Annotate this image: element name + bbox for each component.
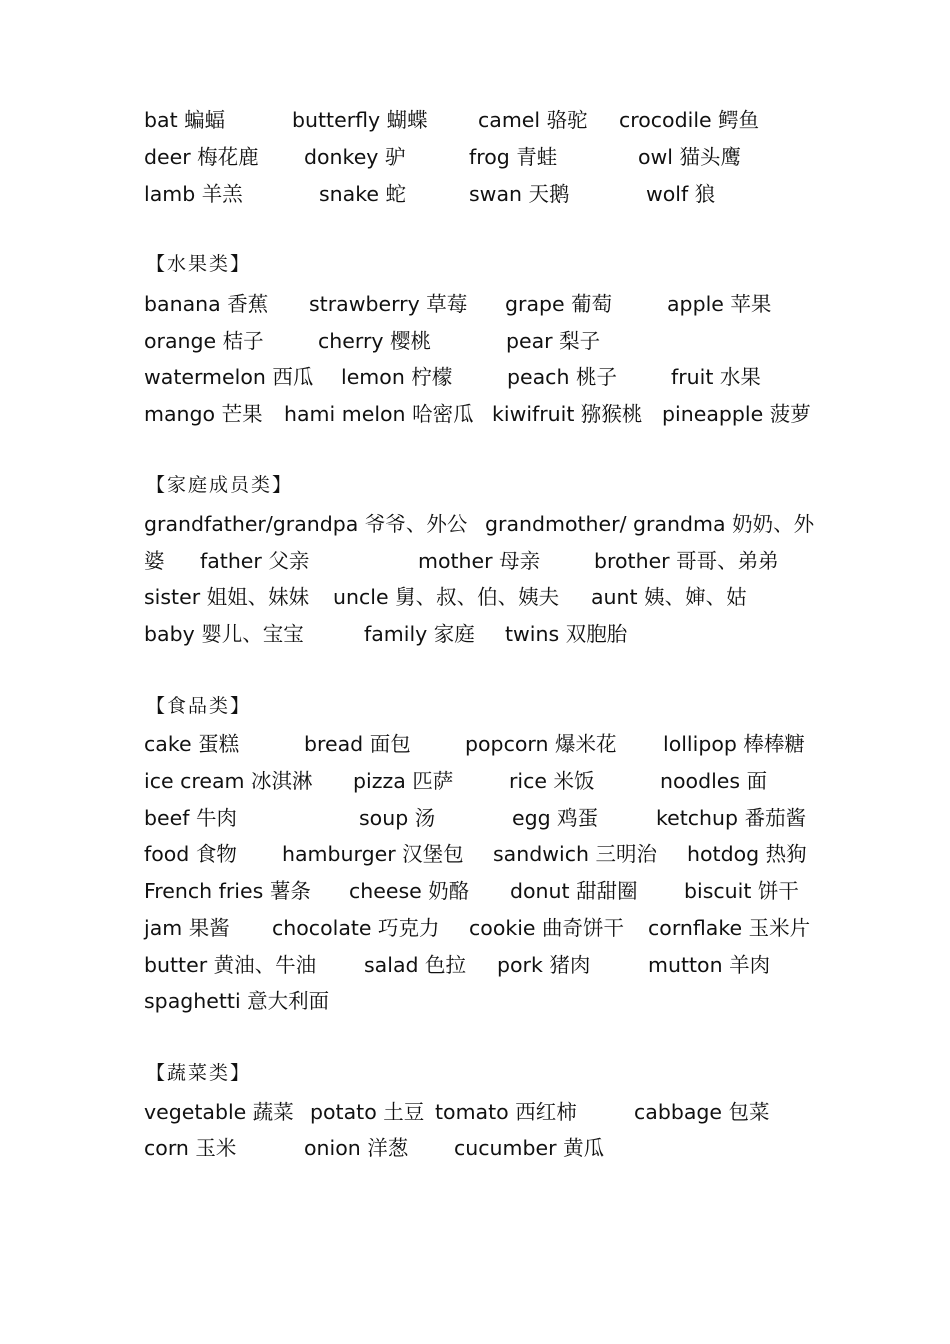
vocab-item: egg 鸡蛋	[512, 806, 599, 830]
animals-row-2	[0, 142, 950, 172]
animals-row-3	[0, 179, 950, 209]
animals-row-1	[0, 105, 950, 135]
section-heading-fruits: 【水果类】	[146, 253, 252, 275]
vocab-item: lemon 柠檬	[341, 365, 453, 389]
vocab-item: salad 色拉	[364, 953, 467, 977]
section-heading-vegetables: 【蔬菜类】	[146, 1062, 252, 1084]
vocab-item: bat 蝙蝠	[144, 108, 226, 132]
vocab-item: popcorn 爆米花	[465, 732, 617, 756]
vocab-item: biscuit 饼干	[684, 879, 799, 903]
vocab-item: strawberry 草莓	[309, 292, 468, 316]
vocab-item: pineapple 菠萝	[662, 402, 811, 426]
vocab-item: snake 蛇	[319, 182, 407, 206]
vocab-item: banana 香蕉	[144, 292, 269, 316]
vocab-item: vegetable 蔬菜	[144, 1100, 294, 1124]
vocab-item: watermelon 西瓜	[144, 365, 314, 389]
vocab-item: pizza 匹萨	[353, 769, 454, 793]
vocab-item: deer 梅花鹿	[144, 145, 259, 169]
vocab-item: aunt 姨、婶、姑	[591, 585, 747, 609]
vocab-item: orange 桔子	[144, 329, 264, 353]
vocab-item: owl 猫头鹰	[638, 145, 742, 169]
food-row-7	[0, 950, 950, 980]
fruits-row-2	[0, 326, 950, 356]
vocab-item: jam 果酱	[144, 916, 230, 940]
vocab-item: frog 青蛙	[469, 145, 558, 169]
vocab-item: hotdog 热狗	[687, 842, 807, 866]
section-heading-family: 【家庭成员类】	[146, 474, 294, 496]
vocab-item: mutton 羊肉	[648, 953, 771, 977]
vocab-item: swan 天鹅	[469, 182, 570, 206]
vocab-item: crocodile 鳄鱼	[619, 108, 760, 132]
food-row-8	[0, 986, 950, 1016]
vocab-item: tomato 西红柿	[435, 1100, 577, 1124]
vocab-item: 婆	[144, 549, 165, 573]
vocab-item: baby 婴儿、宝宝	[144, 622, 304, 646]
vocab-item: bread 面包	[304, 732, 411, 756]
vocab-item: mango 芒果	[144, 402, 263, 426]
vocab-item: hamburger 汉堡包	[282, 842, 464, 866]
vocab-item: hami melon 哈密瓜	[284, 402, 474, 426]
vocab-item: sister 姐姐、妹妹	[144, 585, 310, 609]
family-row-3	[0, 582, 950, 612]
food-row-4	[0, 839, 950, 869]
vocab-item: cake 蛋糕	[144, 732, 240, 756]
vegetables-row-2	[0, 1133, 950, 1163]
vocab-item: cherry 樱桃	[318, 329, 432, 353]
vocab-item: uncle 舅、叔、伯、姨夫	[333, 585, 560, 609]
vocab-item: butter 黄油、牛油	[144, 953, 317, 977]
food-row-6	[0, 913, 950, 943]
vocab-item: sandwich 三明治	[493, 842, 657, 866]
section-heading-food: 【食品类】	[146, 695, 252, 717]
vocab-item: pork 猪肉	[497, 953, 591, 977]
vocab-item: camel 骆驼	[478, 108, 588, 132]
food-row-1	[0, 729, 950, 759]
vocab-item: family 家庭	[364, 622, 475, 646]
vocab-item: donut 甜甜圈	[510, 879, 638, 903]
vocab-item: peach 桃子	[507, 365, 617, 389]
fruits-row-4	[0, 399, 950, 429]
vocab-item: fruit 水果	[671, 365, 761, 389]
vocab-item: ice cream 冰淇淋	[144, 769, 313, 793]
vocab-item: grandfather/grandpa 爷爷、外公	[144, 512, 468, 536]
vocab-item: rice 米饭	[509, 769, 595, 793]
vocab-item: pear 梨子	[506, 329, 601, 353]
vocab-item: cheese 奶酪	[349, 879, 470, 903]
vocab-item: mother 母亲	[418, 549, 541, 573]
vocab-item: brother 哥哥、弟弟	[594, 549, 779, 573]
vocab-item: potato 土豆	[310, 1100, 425, 1124]
vocab-item: lamb 羊羔	[144, 182, 243, 206]
vocab-item: cornflake 玉米片	[648, 916, 811, 940]
food-row-2	[0, 766, 950, 796]
food-row-3	[0, 803, 950, 833]
vocab-item: donkey 驴	[304, 145, 406, 169]
vocab-item: cucumber 黄瓜	[454, 1136, 605, 1160]
fruits-row-3	[0, 362, 950, 392]
vocab-item: grape 葡萄	[505, 292, 613, 316]
vocab-item: chocolate 巧克力	[272, 916, 440, 940]
vocab-item: ketchup 番茄酱	[656, 806, 807, 830]
vocab-item: cabbage 包菜	[634, 1100, 770, 1124]
vocab-item: twins 双胞胎	[505, 622, 628, 646]
vocab-item: wolf 狼	[646, 182, 716, 206]
vocab-item: father 父亲	[200, 549, 310, 573]
vocab-item: grandmother/ grandma 奶奶、外	[485, 512, 815, 536]
vocab-item: butterfly 蝴蝶	[292, 108, 428, 132]
family-row-4	[0, 619, 950, 649]
vocab-item: corn 玉米	[144, 1136, 237, 1160]
vocab-item: noodles 面	[660, 769, 768, 793]
vocab-item: soup 汤	[359, 806, 436, 830]
vocab-item: beef 牛肉	[144, 806, 237, 830]
vocab-item: apple 苹果	[667, 292, 772, 316]
family-row-1	[0, 509, 950, 539]
vocab-item: onion 洋葱	[304, 1136, 409, 1160]
vocab-item: food 食物	[144, 842, 237, 866]
vocab-item: spaghetti 意大利面	[144, 989, 330, 1013]
vocab-item: lollipop 棒棒糖	[663, 732, 805, 756]
vegetables-row-1	[0, 1097, 950, 1127]
vocab-item: cookie 曲奇饼干	[469, 916, 625, 940]
family-row-2	[0, 546, 950, 576]
vocab-item: French fries 薯条	[144, 879, 311, 903]
fruits-row-1	[0, 289, 950, 319]
vocab-item: kiwifruit 猕猴桃	[492, 402, 643, 426]
food-row-5	[0, 876, 950, 906]
